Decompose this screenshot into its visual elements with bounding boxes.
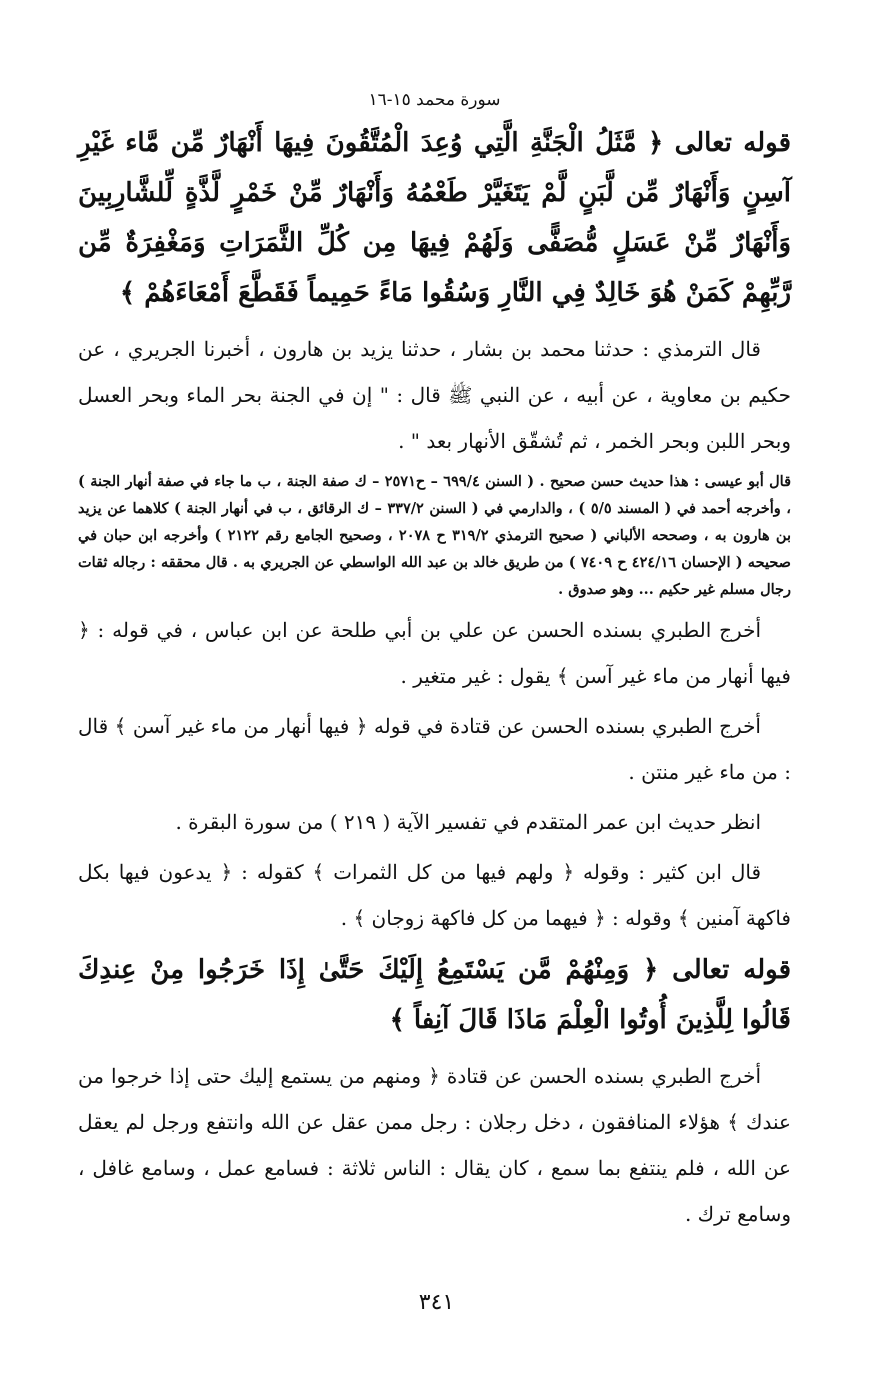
tafsir-paragraph: أخرج الطبري بسنده الحسن عن قتادة في قوله ﴿ فيها أنهار من ماء غير آسن ﴾ قال : من ماء غير منتن . (78, 714, 791, 784)
quran-verse-block: قوله تعالى ﴿ مَّثَلُ الْجَنَّةِ الَّتِي وُعِدَ الْمُتَّقُونَ فِيهَا أَنْهَارٌ مِّن مَّاء غَيْرِ آسِنٍ وَأَنْهَارٌ مِّن لَّبَنٍ لَّمْ يَتَغَيَّرْ طَعْمُهُ وَأَنْهَارٌ مِّنْ خَمْرٍ لَّذَّةٍ لِّلشَّارِبِينَ وَأَنْهَارٌ مِّنْ عَسَلٍ مُّصَفًّى وَلَهُمْ فِيهَا مِن كُلِّ الثَّمَرَاتِ وَمَغْفِرَةٌ مِّن رَّبِّهِمْ كَمَنْ هُوَ خَالِدٌ فِي النَّارِ وَسُقُوا مَاءً حَمِيماً فَقَطَّعَ أَمْعَاءَهُمْ ﴾ (78, 128, 791, 308)
tafsir-paragraph: أخرج الطبري بسنده الحسن عن قتادة ﴿ ومنهم من يستمع إليك حتى إذا خرجوا من عندك ﴾ هؤلاء المنافقون ، دخل رجلان : رجل ممن عقل عن الله وانتفع ورجل لم يعقل عن الله ، فلم ينتفع بما سمع ، كان يقال : الناس ثلاثة : فسامع عمل ، وسامع غافل ، وسامع ترك . (78, 1064, 791, 1226)
takhrij-footnote: قال أبو عيسى : هذا حديث حسن صحيح . ( السنن ٦٩٩/٤ – ح٢٥٧١ – ك صفة الجنة ، ب ما جاء في صفة أنهار الجنة ) ، وأخرجه أحمد في ( المسند ٥/٥ ) ، والدارمي في ( السنن ٣٣٧/٢ – ك الرقائق ، ب في أنهار الجنة ) كلاهما عن يزيد بن هارون به ، وصححه الألباني ( صحيح الترمذي ٣١٩/٢ ح ٢٠٧٨ ، وصحيح الجامع رقم ٢١٢٢ ) وأخرجه ابن حبان في صحيحه ( الإحسان ٤٢٤/١٦ ح ٧٤٠٩ ) من طريق خالد بن عبد الله الواسطي عن الجريري به . قال محققه : رجاله ثقات رجال مسلم غير حكيم ... وهو صدوق . (78, 473, 792, 598)
hadith-paragraph: قال الترمذي : حدثنا محمد بن بشار ، حدثنا يزيد بن هارون ، أخبرنا الجريري ، عن حكيم بن معاوية ، عن أبيه ، عن النبي ﷺ قال : " إن في الجنة بحر الماء وبحر العسل وبحر اللبن وبحر الخمر ، ثم تُشقّق الأنهار بعد " . (78, 337, 791, 453)
page-number: ٣٤١ (418, 1290, 455, 1315)
tafsir-paragraph: أخرج الطبري بسنده الحسن عن علي بن أبي طلحة عن ابن عباس ، في قوله : ﴿ فيها أنهار من ماء غير آسن ﴾ يقول : غير متغير . (78, 618, 791, 688)
cross-reference-paragraph: انظر حديث ابن عمر المتقدم في تفسير الآية ( ٢١٩ ) من سورة البقرة . (175, 810, 761, 834)
tafsir-paragraph: قال ابن كثير : وقوله ﴿ ولهم فيها من كل الثمرات ﴾ كقوله : ﴿ يدعون فيها بكل فاكهة آمنين ﴾ وقوله : ﴿ فيهما من كل فاكهة زوجان ﴾ . (78, 860, 791, 930)
running-header: سورة محمد ١٥-١٦ (368, 90, 501, 110)
quran-verse-block: قوله تعالى ﴿ وَمِنْهُمْ مَّن يَسْتَمِعُ إِلَيْكَ حَتَّىٰ إِذَا خَرَجُوا مِنْ عِندِكَ قَالُوا لِلَّذِينَ أُوتُوا الْعِلْمَ مَاذَا قَالَ آنِفاً ﴾ (78, 955, 791, 1035)
